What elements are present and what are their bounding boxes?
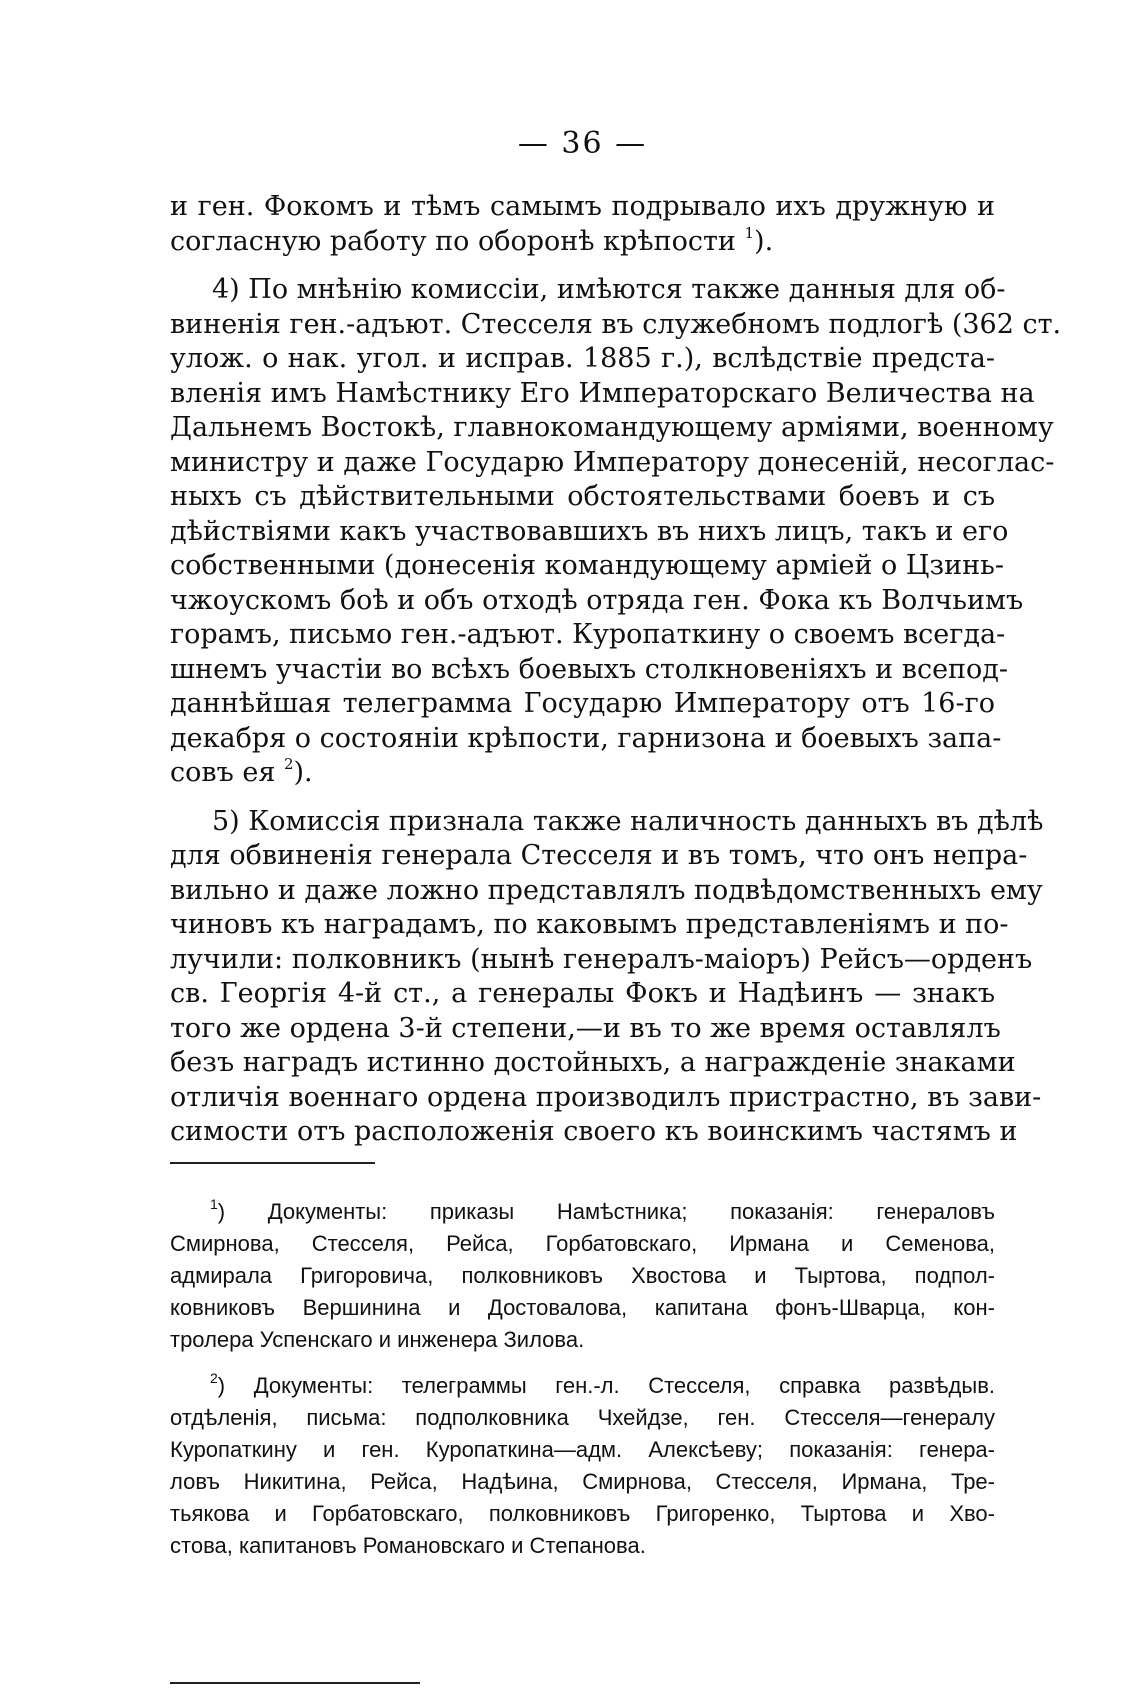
- bottom-rule: [170, 1682, 420, 1684]
- text-line: улож. о нак. угол. и исправ. 1885 г.), вслѣдствіе предста-: [170, 343, 995, 374]
- text-line: и ген. Фокомъ и тѣмъ самымъ подрывало ихъ дружную и: [170, 191, 995, 222]
- footnote-line: Смирнова, Стесселя, Рейса, Горбатовскаго, Ирмана и Семенова,: [170, 1231, 995, 1256]
- footnote-line: стова, капитановъ Романовскаго и Степанова.: [170, 1533, 646, 1558]
- footnote-mark-2: 2: [210, 1370, 218, 1386]
- text-line: виненія ген.-адъют. Стесселя въ служебномъ подлогѣ (362 ст.: [170, 308, 1062, 340]
- footnotes: [170, 1196, 995, 1562]
- footnote-line: $^1$) Документы: приказы Намѣстника; показанія: генераловъ: [210, 1196, 995, 1224]
- text-line: лучили: полковникъ (нынѣ генералъ-маіоръ) Рейсъ—орденъ: [170, 943, 1033, 975]
- text-line: шнемъ участіи во всѣхъ боевыхъ столкновеніяхъ и всепод-: [170, 653, 1009, 685]
- text-line: Дальнемъ Востокѣ, главнокомандующему арміями, военному: [170, 412, 1054, 443]
- document-page: [170, 0, 1062, 1706]
- text-line: дѣйствіями какъ участвовавшихъ въ нихъ лицъ, такъ и его: [170, 515, 1009, 547]
- body-text: [170, 190, 1062, 1150]
- paragraph-item-4: [170, 273, 1062, 791]
- footnote-ref-2: 2: [283, 755, 294, 773]
- text-line: для обвиненія генерала Стесселя и въ томъ, что онъ непра-: [170, 840, 1028, 871]
- footnote-1: [170, 1196, 995, 1356]
- text-line: вленія имъ Намѣстнику Его Императорскаго Величества на: [170, 377, 1035, 409]
- text-line: того же ордена 3-й степени,—и въ то же время оставлялъ: [170, 1012, 1001, 1044]
- footnote-2: [170, 1370, 995, 1562]
- text-line: горамъ, письмо ген.-адъют. Куропаткину о своемъ всегда-: [170, 619, 1006, 650]
- text-line: св. Георгія 4-й ст., а генералы Фокъ и Надѣинъ — знакъ: [170, 978, 995, 1009]
- footnote-mark-1: 1: [210, 1196, 218, 1212]
- paragraph-item-5: [170, 805, 1044, 1150]
- text-line: 4) По мнѣнію комиссіи, имѣются также данныя для об-: [212, 274, 1006, 305]
- footnote-line: Куропаткину и ген. Куропаткина—адм. Алексѣеву; показанія: генера-: [170, 1437, 995, 1462]
- footnote-line: тролера Успенскаго и инженера Зилова.: [170, 1327, 585, 1352]
- paragraph-continuation: [170, 190, 995, 259]
- text-line: собственными (донесенія командующему арміей о Цзинь-: [170, 550, 1004, 581]
- footnote-line: ловъ Никитина, Рейса, Надѣина, Смирнова, Стесселя, Ирмана, Тре-: [170, 1469, 995, 1494]
- footnote-ref-1: 1: [744, 223, 755, 242]
- footnote-line: ковниковъ Вершинина и Достовалова, капитана фонъ-Шварца, кон-: [170, 1295, 995, 1320]
- text-line: чиновъ къ наградамъ, по каковымъ представленіямъ и по-: [170, 909, 1009, 940]
- text-line: декабря о состояніи крѣпости, гарнизона и боевыхъ запа-: [170, 722, 1002, 754]
- text-line: совъ ея $^2$).: [170, 755, 313, 788]
- footnote-line: тьякова и Горбатовскаго, полковниковъ Григоренко, Тыртова и Хво-: [170, 1501, 995, 1526]
- text-line: 5) Комиссія признала также наличность данныхъ въ дѣлѣ: [212, 805, 1044, 837]
- text-line: согласную работу по оборонѣ крѣпости $^1$).: [170, 223, 774, 257]
- text-line: симости отъ расположенія своего къ воинскимъ частямъ и: [170, 1116, 1018, 1147]
- page-number: — 36 —: [517, 126, 648, 161]
- footnote-line: отдѣленія, письма: подполковника Чхейдзе, ген. Стесселя—генералу: [170, 1405, 995, 1430]
- footnote-line: адмирала Григоровича, полковниковъ Хвостова и Тыртова, подпол-: [170, 1263, 995, 1288]
- footnote-separator: [170, 1162, 375, 1164]
- text-line: даннѣйшая телеграмма Государю Императору отъ 16-го: [170, 688, 995, 719]
- text-line: чжоускомъ боѣ и объ отходѣ отряда ген. Фока къ Волчьимъ: [170, 584, 1024, 616]
- text-line: министру и даже Государю Императору донесеній, несоглас-: [170, 446, 1055, 478]
- text-line: вильно и даже ложно представлялъ подвѣдомственныхъ ему: [170, 874, 1043, 906]
- text-line: ныхъ съ дѣйствительными обстоятельствами боевъ и съ: [170, 481, 995, 512]
- text-line: отличія военнаго ордена производилъ пристрастно, въ зави-: [170, 1081, 1042, 1113]
- footnote-line: $^2$) Документы: телеграммы ген.-л. Стесселя, справка развѣдыв.: [210, 1370, 995, 1398]
- text-line: безъ наградъ истинно достойныхъ, а награжденіе знаками: [170, 1047, 1016, 1078]
